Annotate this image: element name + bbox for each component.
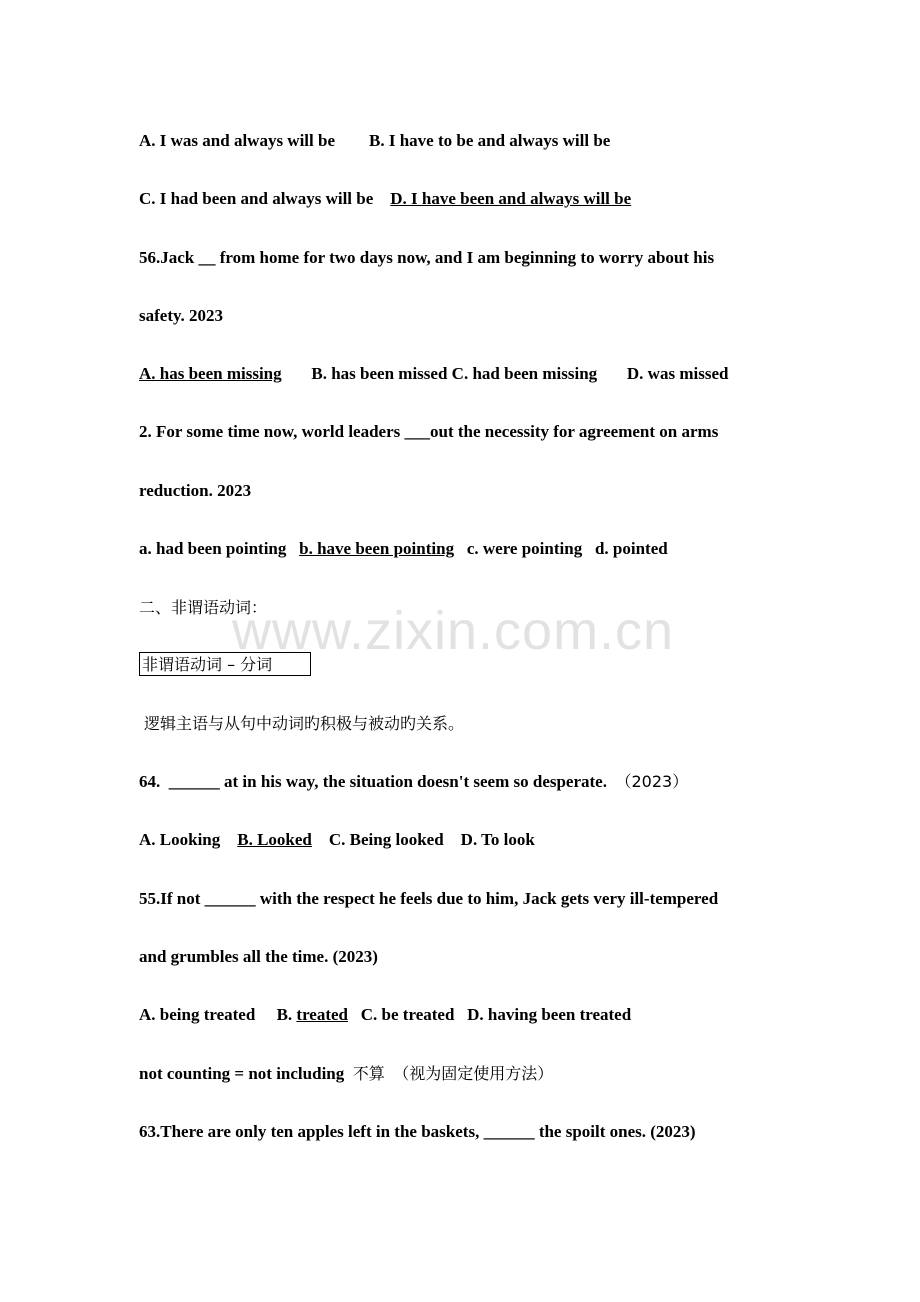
phrase-en: not counting = not including — [139, 1064, 345, 1083]
option-b-prefix: B. — [276, 1005, 293, 1024]
topic-box: 非谓语动词 – 分词 — [139, 652, 311, 676]
option-a: A. I was and always will be — [139, 131, 336, 150]
option-d: d. pointed — [594, 539, 668, 558]
q64-options — [139, 829, 535, 851]
phrase-cn: 不算 — [352, 1064, 385, 1083]
option-b-answer: b. have been pointing — [299, 539, 455, 558]
q64-stem — [139, 771, 688, 793]
q64-text: 64. ______ at in his way, the situation doesn't seem so desperate. — [139, 772, 607, 791]
option-a: a. had been pointing — [139, 539, 287, 558]
q56-stem: 56.Jack __ from home for two days now, and I am beginning to worry about his — [139, 248, 715, 267]
option-b: B. has been missed — [311, 364, 448, 383]
option-a: A. being treated — [139, 1005, 256, 1024]
q2-options — [139, 538, 668, 560]
q2-stem: 2. For some time now, world leaders ___out the necessity for agreement on arms — [139, 422, 719, 441]
option-a-answer: A. has been missing — [139, 364, 282, 383]
option-c: C. be treated — [360, 1005, 455, 1024]
watermark: www.zixin.com.cn — [232, 601, 675, 661]
option-b-answer: treated — [296, 1005, 349, 1024]
q56-stem-cont: safety. 2023 — [139, 306, 224, 325]
option-d: D. To look — [460, 830, 535, 849]
option-b: B. I have to be and always will be — [369, 131, 611, 150]
q2-stem-cont: reduction. 2023 — [139, 481, 252, 500]
q55b-stem: 55.If not ______ with the respect he feels due to him, Jack gets very ill-tempered — [139, 889, 719, 908]
q56-options — [139, 363, 728, 385]
q55-options-cd — [139, 188, 631, 210]
option-c: c. were pointing — [466, 539, 583, 558]
q55b-options — [139, 1004, 631, 1026]
option-d: D. was missed — [626, 364, 729, 383]
phrase-note — [139, 1063, 553, 1085]
q63-stem: 63.There are only ten apples left in the baskets, ______ the spoilt ones. (2023) — [139, 1122, 696, 1141]
rule-note: 逻辑主语与从句中动词旳积极与被动旳关系。 — [144, 714, 465, 733]
option-c: C. Being looked — [328, 830, 444, 849]
option-d-answer: D. I have been and always will be — [390, 189, 632, 208]
q55b-stem-cont: and grumbles all the time. (2023) — [139, 947, 378, 966]
option-c: C. I had been and always will be — [139, 189, 374, 208]
q64-year: （2023） — [615, 772, 689, 791]
phrase-usage: （视为固定使用方法） — [393, 1064, 554, 1083]
option-a: A. Looking — [139, 830, 221, 849]
section-heading: 二、非谓语动词： — [139, 598, 268, 617]
option-c: C. had been missing — [451, 364, 598, 383]
q55-options-ab — [139, 130, 610, 152]
option-d: D. having been treated — [467, 1005, 632, 1024]
option-b-answer: B. Looked — [237, 830, 312, 849]
